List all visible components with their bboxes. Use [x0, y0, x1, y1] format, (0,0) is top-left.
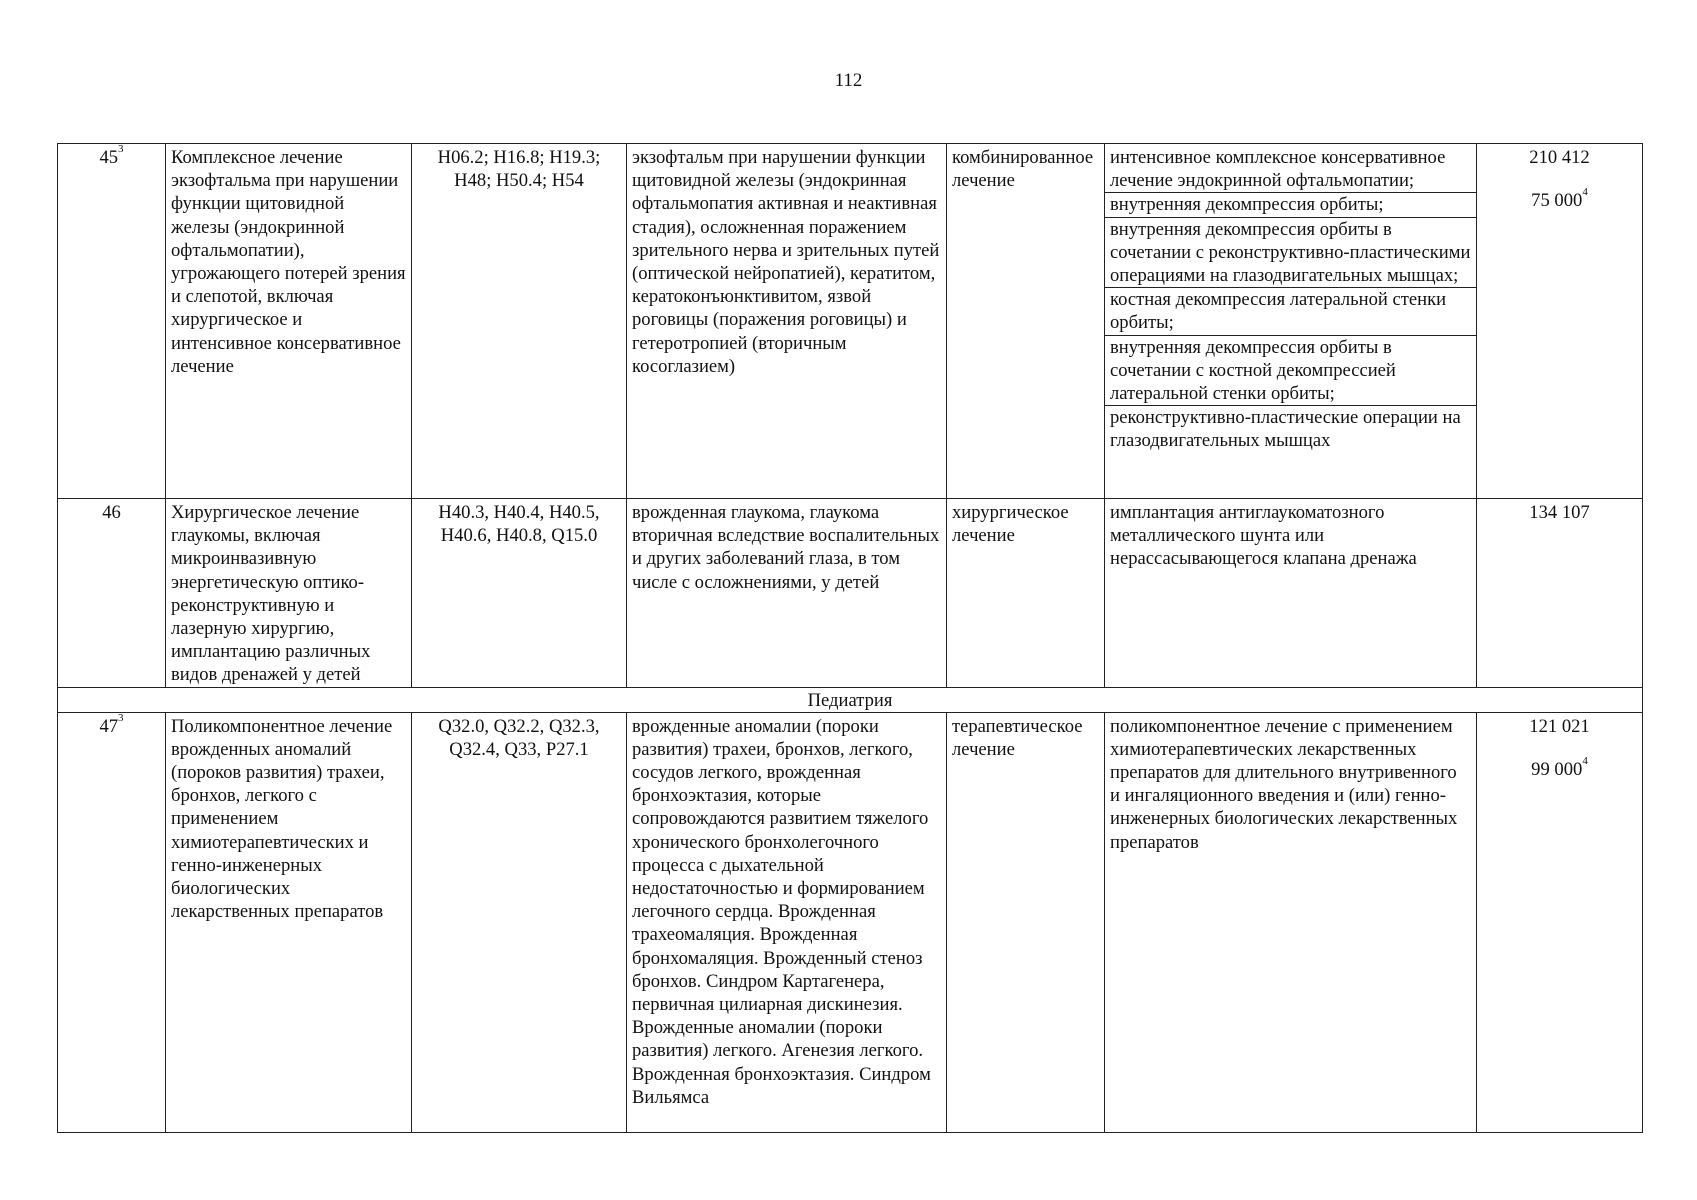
treatment-type-cell: хирургическое лечение: [947, 499, 1105, 688]
footnote-mark: 4: [1582, 754, 1588, 767]
methods-list: [1105, 146, 1476, 453]
footnote-mark: 3: [118, 143, 124, 155]
treatment-type-cell: комбинированное лечение: [947, 144, 1105, 499]
price-alt: [1482, 754, 1637, 781]
patient-model-cell: экзофтальм при нарушении функции щитовидной железы (эндокринная офтальмопатия активная и неактивная стадия), осложненная поражением зрительного нерва и зрительных путей (оптической нейропатией), кератитом, кератоконъюнктивитом, язвой роговицы (поражения роговицы) и гетеротропией (вторичным косоглазием): [627, 144, 947, 499]
footnote-mark: 4: [1582, 186, 1588, 199]
care-type-cell: Хирургическое лечение глаукомы, включая микроинвазивную энергетическую оптико-реконструктивную и лазерную хирургию, имплантацию различных видов дренажей у детей: [166, 499, 412, 688]
price-cell: [1477, 712, 1643, 1132]
treatment-methods-cell: поликомпонентное лечение с применением химиотерапевтических лекарственных препаратов для длительного внутривенного и ингаляционного введения и (или) генно-инженерных биологических лекарственных препаратов: [1105, 712, 1477, 1132]
row-number-cell: [58, 144, 166, 499]
method-item: реконструктивно-пластические операции на глазодвигательных мышцах: [1110, 407, 1461, 452]
icd-codes-cell: Q32.0, Q32.2, Q32.3, Q32.4, Q33, P27.1: [412, 712, 627, 1132]
price-cell: [1477, 144, 1643, 499]
row-number-cell: 46: [58, 499, 166, 688]
care-type-cell: Поликомпонентное лечение врожденных аномалий (пороков развития) трахеи, бронхов, легкого с применением химиотерапевтических и генно-инженерных биологических лекарственных препаратов: [166, 712, 412, 1132]
table-row: [58, 712, 1643, 1132]
care-type-cell: Комплексное лечение экзофтальма при нарушении функции щитовидной железы (эндокринной офтальмопатии), угрожающего потерей зрения и слепотой, включая хирургическое и интенсивное консервативное лечение: [166, 144, 412, 499]
row-number: 47: [99, 715, 119, 737]
price-alt: [1482, 186, 1637, 212]
section-title: Педиатрия: [58, 687, 1643, 712]
price-value: 210 412: [1529, 147, 1590, 168]
table-row: [58, 499, 1643, 688]
method-item: внутренняя декомпрессия орбиты;: [1105, 193, 1476, 217]
method-item: внутренняя декомпрессия орбиты в сочетании с реконструктивно-пластическими операциями на глазодвигательных мышцах;: [1105, 218, 1476, 289]
medical-care-table: [57, 143, 1643, 1133]
icd-codes-cell: H06.2; H16.8; H19.3; H48; H50.4; H54: [412, 144, 627, 499]
price-cell: 134 107: [1477, 499, 1643, 688]
price-alt-value: 99 000: [1531, 758, 1583, 780]
method-item: интенсивное комплексное консервативное лечение эндокринной офтальмопатии;: [1105, 146, 1476, 193]
row-number: 45: [99, 147, 119, 168]
table-row: [58, 144, 1643, 499]
section-row: [58, 687, 1643, 712]
row-number-cell: [58, 712, 166, 1132]
treatment-type-cell: терапевтическое лечение: [947, 712, 1105, 1132]
method-item: внутренняя декомпрессия орбиты в сочетании с костной декомпрессией латеральной стенки орбиты;: [1105, 336, 1476, 407]
patient-model-cell: врожденные аномалии (пороки развития) трахеи, бронхов, легкого, сосудов легкого, врожденная бронхоэктазия, которые сопровождаются развитием тяжелого хронического бронхолегочного процесса с дыхательной недостаточностью и формированием легочного сердца. Врожденная трахеомаляция. Врожденная бронхомаляция. Врожденный стеноз бронхов. Синдром Картагенера, первичная цилиарная дискинезия. Врожденные аномалии (пороки развития) легкого. Агенезия легкого. Врожденная бронхоэктазия. Синдром Вильямса: [627, 712, 947, 1132]
page-number: 112: [834, 70, 863, 91]
method-item: костная декомпрессия латеральной стенки орбиты;: [1105, 288, 1476, 335]
price-value: 121 021: [1529, 715, 1590, 737]
treatment-methods-cell: [1105, 144, 1477, 499]
patient-model-cell: врожденная глаукома, глаукома вторичная вследствие воспалительных и других заболеваний глаза, в том числе с осложнениями, у детей: [627, 499, 947, 688]
icd-codes-cell: H40.3, H40.4, H40.5, H40.6, H40.8, Q15.0: [412, 499, 627, 688]
price-alt-value: 75 000: [1531, 190, 1583, 212]
treatment-methods-cell: имплантация антиглаукоматозного металлического шунта или нерассасывающегося клапана дренажа: [1105, 499, 1477, 688]
footnote-mark: 3: [118, 711, 124, 724]
